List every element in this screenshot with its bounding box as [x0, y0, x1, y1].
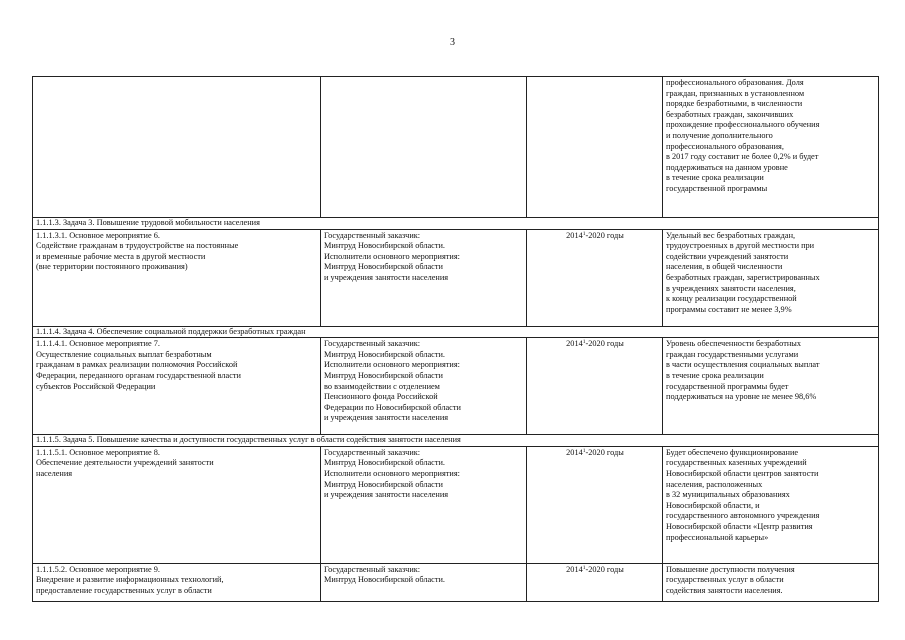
activity-row [33, 563, 879, 601]
period-end: -2020 годы [585, 564, 624, 574]
period-start: 2014 [566, 339, 583, 349]
task-heading-row [33, 326, 879, 338]
period-footnote-mark: 1 [582, 564, 586, 571]
period-cell [527, 229, 663, 326]
period-end: -2020 годы [585, 339, 624, 349]
result-cell: Удельный вес безработных граждан, трудоустроенных в другой местности при содействии учреждений занятости населения, в общей численности безработных граждан, зарегистрированных в учреждениях занятости населения, к концу реализации государственной программы составит не менее 3,9% [663, 229, 879, 326]
activity-cell: 1.1.1.4.1. Основное мероприятие 7. Осуществление социальных выплат безработным гражданам в рамках реализации полномочия Российской Федерации, переданного органам государственной власти субъектов Российской Федерации [33, 338, 321, 435]
activity-row [33, 229, 879, 326]
continuation-row [33, 77, 879, 218]
period-start: 2014 [566, 230, 583, 240]
task-heading-row [33, 435, 879, 447]
executor-cell: Государственный заказчик: Минтруд Новосибирской области. Исполнители основного мероприятия: Минтруд Новосибирской области и учреждения занятости населения [321, 229, 527, 326]
period-cell [527, 77, 663, 218]
task-heading: 1.1.1.4. Задача 4. Обеспечение социальной поддержки безработных граждан [33, 326, 879, 338]
page-number: 3 [450, 37, 455, 48]
period-end: -2020 годы [585, 230, 624, 240]
activity-row [33, 446, 879, 563]
period-start: 2014 [566, 564, 583, 574]
task-heading: 1.1.1.5. Задача 5. Повышение качества и доступности государственных услуг в области содействия занятости населения [33, 435, 879, 447]
period-start: 2014 [566, 447, 583, 457]
task-heading: 1.1.1.3. Задача 3. Повышение трудовой мобильности населения [33, 218, 879, 230]
result-cell: Уровень обеспеченности безработных граждан государственными услугами в части осуществления социальных выплат в течение срока реализации государственной программы будет поддерживаться на уровне не менее 98,6% [663, 338, 879, 435]
executor-cell [321, 77, 527, 218]
period-footnote-mark: 1 [582, 230, 586, 237]
executor-cell: Государственный заказчик: Минтруд Новосибирской области. Исполнители основного мероприятия: Минтруд Новосибирской области и учреждения занятости населения [321, 446, 527, 563]
task-heading-row [33, 218, 879, 230]
period-end: -2020 годы [585, 447, 624, 457]
period-footnote-mark: 1 [582, 447, 586, 454]
result-cell: Будет обеспечено функционирование государственных казенных учреждений Новосибирской области центров занятости населения, расположенных в 32 муниципальных образованиях Новосибирской области, и государственного автономного учреждения Новосибирской области «Центр развития профессиональной карьеры» [663, 446, 879, 563]
period-cell [527, 563, 663, 601]
activity-cell: 1.1.1.5.1. Основное мероприятие 8. Обеспечение деятельности учреждений занятости населения [33, 446, 321, 563]
activity-cell [33, 77, 321, 218]
period-cell [527, 446, 663, 563]
period-cell [527, 338, 663, 435]
activity-cell: 1.1.1.3.1. Основное мероприятие 6. Содействие гражданам в трудоустройстве на постоянные и временные рабочие места в другой местности (вне территории постоянного проживания) [33, 229, 321, 326]
executor-cell: Государственный заказчик: Минтруд Новосибирской области. [321, 563, 527, 601]
result-cell: профессионального образования. Доля граждан, признанных в установленном порядке безработными, в численности безработных граждан, закончивших прохождение профессионального обучения и получение дополнительного профессионального образования, в 2017 году составит не более 0,2% и будет поддерживаться на данном уровне в течение срока реализации государственной программы [663, 77, 879, 218]
activity-cell: 1.1.1.5.2. Основное мероприятие 9. Внедрение и развитие информационных технологий, предоставление государственных услуг в области [33, 563, 321, 601]
executor-cell: Государственный заказчик: Минтруд Новосибирской области. Исполнители основного мероприятия: Минтруд Новосибирской области во взаимодействии с отделением Пенсионного фонда Российской Федерации по Новосибирской области и учреждения занятости населения [321, 338, 527, 435]
program-activities-table [32, 76, 879, 602]
result-cell: Повышение доступности получения государственных услуг в области содействия занятости населения. [663, 563, 879, 601]
activity-row [33, 338, 879, 435]
period-footnote-mark: 1 [582, 339, 586, 346]
